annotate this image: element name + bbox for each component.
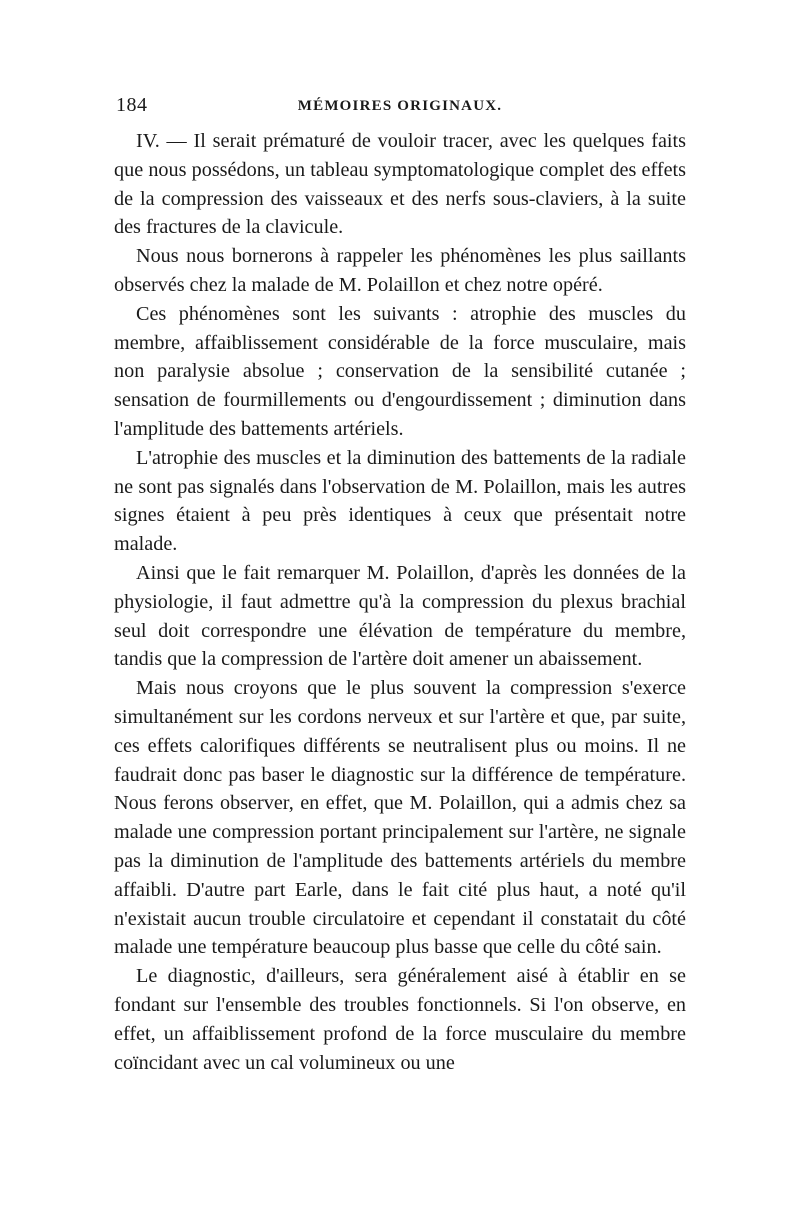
paragraph-compression: Mais nous croyons que le plus souvent la compression s'exerce simultanément sur les cordons nerveux et sur l'artère et que, par suite, ces effets calorifiques différents se neutralisent plus ou moins. Il ne faudrait donc pas baser le diagnostic sur la différence de température. Nous ferons observer, en effet, que M. Polaillon, qui a admis chez sa malade une compression portant principalement sur l'artère, ne signale pas la diminution de l'amplitude des battements artériels du membre affaibli. D'autre part Earle, dans le fait cité plus haut, a noté qu'il n'existait aucun trouble circulatoire et cependant il constatait du côté malade une température beaucoup plus basse que celle du côté sain. — [114, 677, 686, 959]
body-text — [114, 127, 686, 1077]
paragraph-physiology: Ainsi que le fait remarquer M. Polaillon, d'après les données de la physiologie, il faut admettre qu'à la compression du plexus brachial seul doit correspondre une élévation de température du membre, tandis que la compression de l'artère doit amener un abaissement. — [114, 561, 686, 671]
paragraph-atrophy: L'atrophie des muscles et la diminution des battements de la radiale ne sont pas signalés dans l'observation de M. Polaillon, mais les autres signes étaient à peu près identiques à ceux que présentait notre malade. — [114, 446, 686, 556]
page-header — [114, 94, 686, 122]
paragraph-section-iv: IV. — Il serait prématuré de vouloir tracer, avec les quelques faits que nous possédons, un tableau symptomatologique complet des effets de la compression des vaisseaux et des nerfs sous-claviers, à la suite des fractures de la clavicule. — [114, 130, 686, 239]
paragraph-diagnosis: Le diagnostic, d'ailleurs, sera généralement aisé à établir en se fondant sur l'ensemble des troubles fonctionnels. Si l'on observe, en effet, un affaiblissement profond de la force musculaire du membre coïncidant avec un cal volumineux ou une — [114, 965, 686, 1074]
page-number: 184 — [116, 94, 148, 116]
paragraph-phenomena-intro: Nous nous bornerons à rappeler les phénomènes les plus saillants observés chez la malade de M. Polaillon et chez notre opéré. — [114, 245, 686, 296]
paragraph-phenomena-list: Ces phénomènes sont les suivants : atrophie des muscles du membre, affaiblissement considérable de la force musculaire, mais non paralysie absolue ; conservation de la sensibilité cutanée ; sensation de fourmillements ou d'engourdissement ; diminution dans l'amplitude des battements artériels. — [114, 302, 686, 440]
running-title: MÉMOIRES ORIGINAUX. — [297, 98, 503, 114]
